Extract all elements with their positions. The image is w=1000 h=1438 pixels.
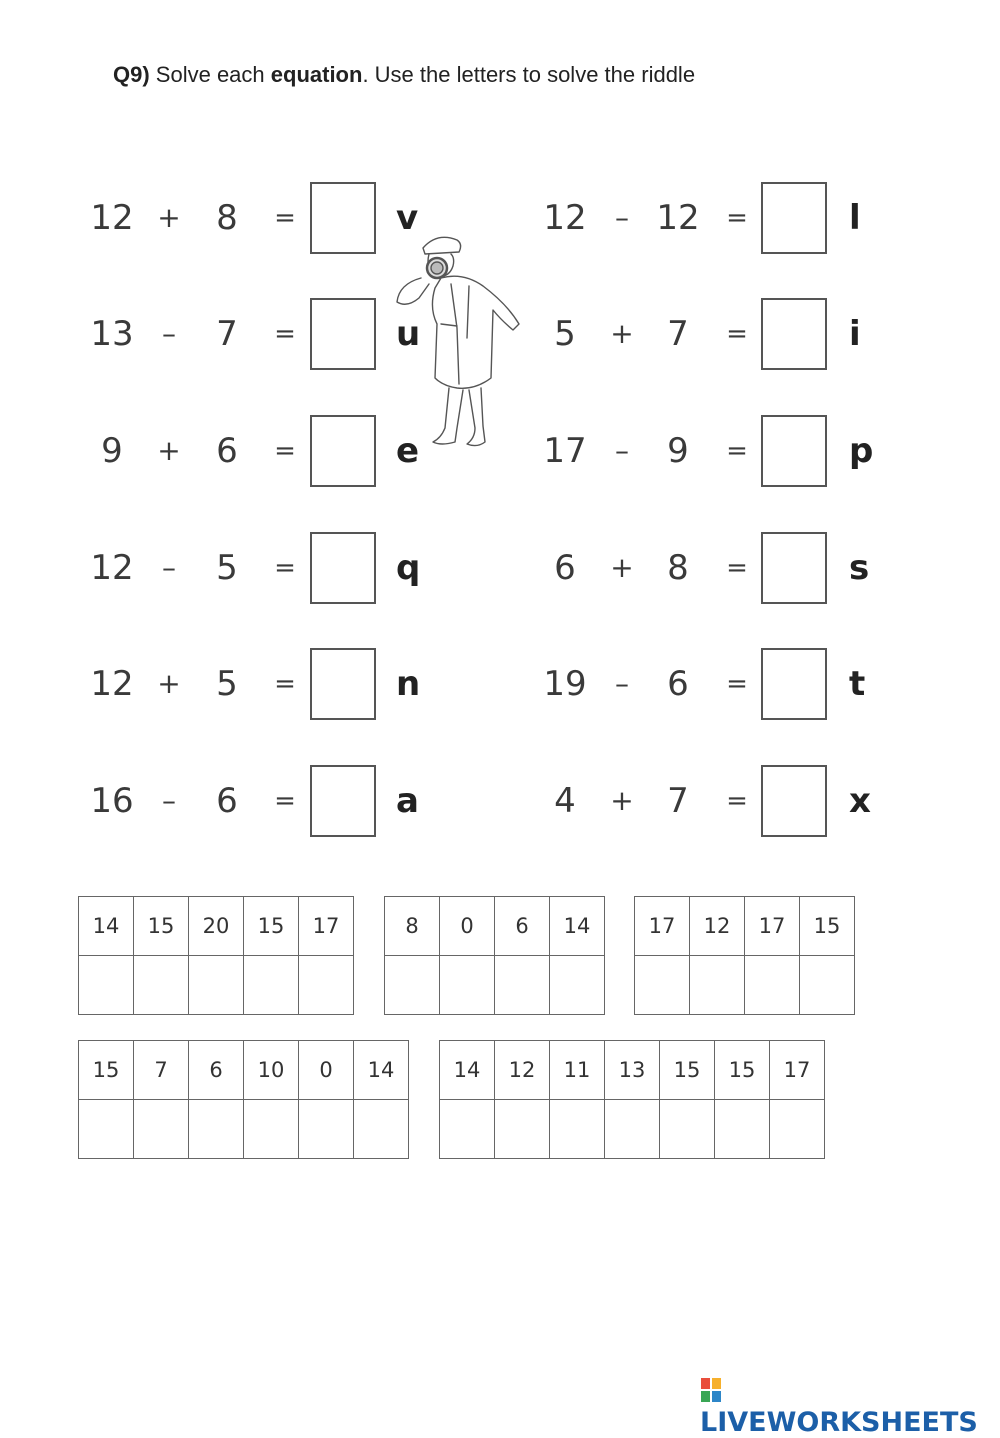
operator: – [162,317,176,350]
operand-a: 12 [90,198,134,238]
code-letter: p [849,431,874,471]
equals-sign: = [274,553,296,583]
operator: – [162,551,176,584]
operand-b: 5 [216,664,238,704]
operator: – [615,434,629,467]
riddle-number-cell: 13 [605,1041,660,1100]
riddle-number-cell: 11 [550,1041,605,1100]
riddle-number-cell: 15 [715,1041,770,1100]
code-letter: a [396,781,419,821]
answer-box[interactable] [310,182,376,254]
riddle-letter-cell[interactable] [605,1100,660,1159]
answer-box[interactable] [310,415,376,487]
operand-b: 7 [216,314,238,354]
equals-sign: = [274,319,296,349]
answer-box[interactable] [310,765,376,837]
operand-b: 7 [667,314,689,354]
riddle-grid-3 [634,896,855,1015]
question-text-before: Solve each [149,62,271,87]
riddle-number-cell: 7 [134,1041,189,1100]
operand-a: 12 [90,664,134,704]
operand-a: 17 [543,431,587,471]
riddle-grid-5 [439,1040,825,1159]
riddle-number-cell: 14 [79,897,134,956]
riddle-letter-cell[interactable] [550,956,605,1015]
operand-b: 6 [667,664,689,704]
riddle-number-cell: 6 [495,897,550,956]
riddle-letter-cell[interactable] [440,956,495,1015]
operand-a: 12 [90,548,134,588]
operator: + [157,201,181,234]
equals-sign: = [726,669,748,699]
riddle-number-cell: 14 [440,1041,495,1100]
equals-sign: = [726,553,748,583]
code-letter: i [849,314,861,354]
equals-sign: = [274,669,296,699]
riddle-letter-cell[interactable] [189,1100,244,1159]
operand-a: 9 [101,431,123,471]
question-bold-word: equation [270,62,363,87]
answer-box[interactable] [761,765,827,837]
riddle-letter-cell[interactable] [79,956,134,1015]
riddle-letter-cell[interactable] [244,1100,299,1159]
riddle-grid-1 [78,896,354,1015]
riddle-number-cell: 12 [495,1041,550,1100]
operand-a: 16 [90,781,134,821]
answer-box[interactable] [761,298,827,370]
riddle-letter-cell[interactable] [134,956,189,1015]
code-letter: q [396,548,421,588]
logo-text: LIVEWORKSHEETS [700,1407,978,1438]
question-text-after: . Use the letters to solve the riddle [362,62,696,87]
riddle-number-cell: 15 [800,897,855,956]
liveworksheets-logo [700,1376,1000,1438]
riddle-grid-4 [78,1040,409,1159]
operand-b: 12 [656,198,700,238]
liveworksheets-logo-icon [700,1377,722,1403]
riddle-grid-2 [384,896,605,1015]
operand-b: 6 [216,781,238,821]
answer-box[interactable] [761,648,827,720]
operand-a: 5 [554,314,576,354]
equals-sign: = [274,436,296,466]
answer-box[interactable] [761,415,827,487]
riddle-letter-cell[interactable] [715,1100,770,1159]
code-letter: n [396,664,421,704]
riddle-number-cell: 17 [745,897,800,956]
riddle-letter-cell[interactable] [495,1100,550,1159]
riddle-number-cell: 20 [189,897,244,956]
answer-box[interactable] [310,298,376,370]
riddle-number-cell: 17 [635,897,690,956]
riddle-letter-cell[interactable] [800,956,855,1015]
operand-b: 5 [216,548,238,588]
riddle-letter-cell[interactable] [189,956,244,1015]
riddle-letter-cell[interactable] [299,956,354,1015]
riddle-letter-cell[interactable] [299,1100,354,1159]
riddle-number-cell: 0 [440,897,495,956]
operand-a: 4 [554,781,576,821]
answer-box[interactable] [310,532,376,604]
riddle-letter-cell[interactable] [244,956,299,1015]
riddle-number-cell: 17 [770,1041,825,1100]
riddle-number-cell: 10 [244,1041,299,1100]
operator: + [610,317,634,350]
riddle-number-cell: 15 [79,1041,134,1100]
equals-sign: = [274,203,296,233]
equals-sign: = [726,436,748,466]
code-letter: v [396,198,419,238]
riddle-letter-cell[interactable] [745,956,800,1015]
riddle-number-cell: 8 [385,897,440,956]
operator: – [162,784,176,817]
riddle-number-cell: 0 [299,1041,354,1100]
operand-a: 12 [543,198,587,238]
operator: + [157,434,181,467]
equals-sign: = [726,203,748,233]
riddle-letter-cell[interactable] [79,1100,134,1159]
code-letter: l [849,198,861,238]
operand-a: 13 [90,314,134,354]
code-letter: t [849,664,866,704]
operator: + [157,667,181,700]
riddle-letter-cell[interactable] [354,1100,409,1159]
question-title [113,62,695,88]
riddle-letter-cell[interactable] [660,1100,715,1159]
operator: + [610,551,634,584]
riddle-letter-cell[interactable] [635,956,690,1015]
riddle-number-cell: 15 [134,897,189,956]
detective-illustration [385,228,535,458]
answer-box[interactable] [761,182,827,254]
operand-b: 6 [216,431,238,471]
riddle-number-cell: 15 [660,1041,715,1100]
riddle-number-cell: 17 [299,897,354,956]
operand-a: 6 [554,548,576,588]
riddle-number-cell: 14 [550,897,605,956]
riddle-letter-cell[interactable] [770,1100,825,1159]
answer-box[interactable] [310,648,376,720]
code-letter: x [849,781,871,821]
operand-b: 8 [216,198,238,238]
riddle-letter-cell[interactable] [134,1100,189,1159]
question-number: Q9) [113,62,150,87]
code-letter: u [396,314,421,354]
riddle-number-cell: 12 [690,897,745,956]
riddle-letter-cell[interactable] [385,956,440,1015]
code-letter: s [849,548,870,588]
operand-a: 19 [543,664,587,704]
riddle-letter-cell[interactable] [495,956,550,1015]
operator: – [615,667,629,700]
operator: + [610,784,634,817]
code-letter: e [396,431,420,471]
riddle-letter-cell[interactable] [690,956,745,1015]
riddle-letter-cell[interactable] [440,1100,495,1159]
operator: – [615,201,629,234]
equals-sign: = [726,319,748,349]
operand-b: 8 [667,548,689,588]
answer-box[interactable] [761,532,827,604]
riddle-letter-cell[interactable] [550,1100,605,1159]
riddle-number-cell: 14 [354,1041,409,1100]
riddle-number-cell: 15 [244,897,299,956]
operand-b: 7 [667,781,689,821]
equals-sign: = [726,786,748,816]
operand-b: 9 [667,431,689,471]
riddle-number-cell: 6 [189,1041,244,1100]
equals-sign: = [274,786,296,816]
